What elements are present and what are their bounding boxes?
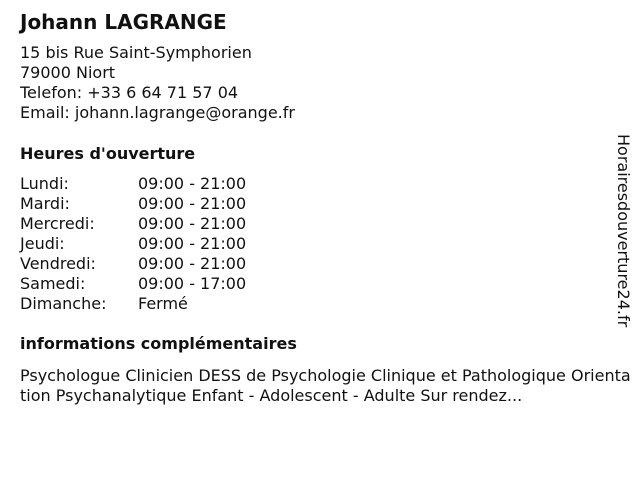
email-label: Email: [20, 103, 70, 122]
hours-row-thursday [20, 234, 246, 254]
hours-day: Dimanche: [20, 294, 107, 313]
hours-day: Samedi: [20, 274, 86, 293]
site-watermark: Horairesdouverture24.fr [614, 134, 633, 328]
hours-row-sunday [20, 294, 246, 314]
phone-number[interactable]: +33 6 64 71 57 04 [87, 83, 239, 102]
opening-hours-table [20, 174, 246, 314]
hours-day: Lundi: [20, 174, 69, 193]
address-city: 79000 Niort [20, 63, 116, 82]
hours-day: Vendredi: [20, 254, 96, 273]
opening-hours-title: Heures d'ouverture [20, 144, 196, 163]
address-street: 15 bis Rue Saint-Symphorien [20, 43, 252, 62]
hours-day: Mercredi: [20, 214, 95, 233]
hours-time: 09:00 - 21:00 [138, 194, 247, 213]
email-address[interactable]: johann.lagrange@orange.fr [74, 103, 295, 122]
hours-day: Mardi: [20, 194, 70, 213]
hours-time: 09:00 - 21:00 [138, 214, 247, 233]
additional-info-title: informations complémentaires [20, 334, 297, 353]
hours-time: 09:00 - 17:00 [138, 274, 247, 293]
business-name: Johann LAGRANGE [20, 10, 227, 34]
phone-label: Telefon: [20, 83, 83, 102]
contact-block [20, 43, 295, 123]
hours-time: 09:00 - 21:00 [138, 174, 247, 193]
hours-day: Jeudi: [20, 234, 65, 253]
hours-time: Fermé [138, 294, 188, 313]
hours-row-wednesday [20, 214, 246, 234]
hours-time: 09:00 - 21:00 [138, 254, 247, 273]
email-line [20, 103, 295, 123]
hours-row-tuesday [20, 194, 246, 214]
hours-time: 09:00 - 21:00 [138, 234, 247, 253]
hours-row-monday [20, 174, 246, 194]
phone-line [20, 83, 295, 103]
hours-row-friday [20, 254, 246, 274]
business-description: Psychologue Clinicien DESS de Psychologie Clinique et Pathologique Orientation Psychanalytique Enfant - Adolescent - Adulte Sur rendez... [20, 366, 631, 405]
hours-row-saturday [20, 274, 246, 294]
